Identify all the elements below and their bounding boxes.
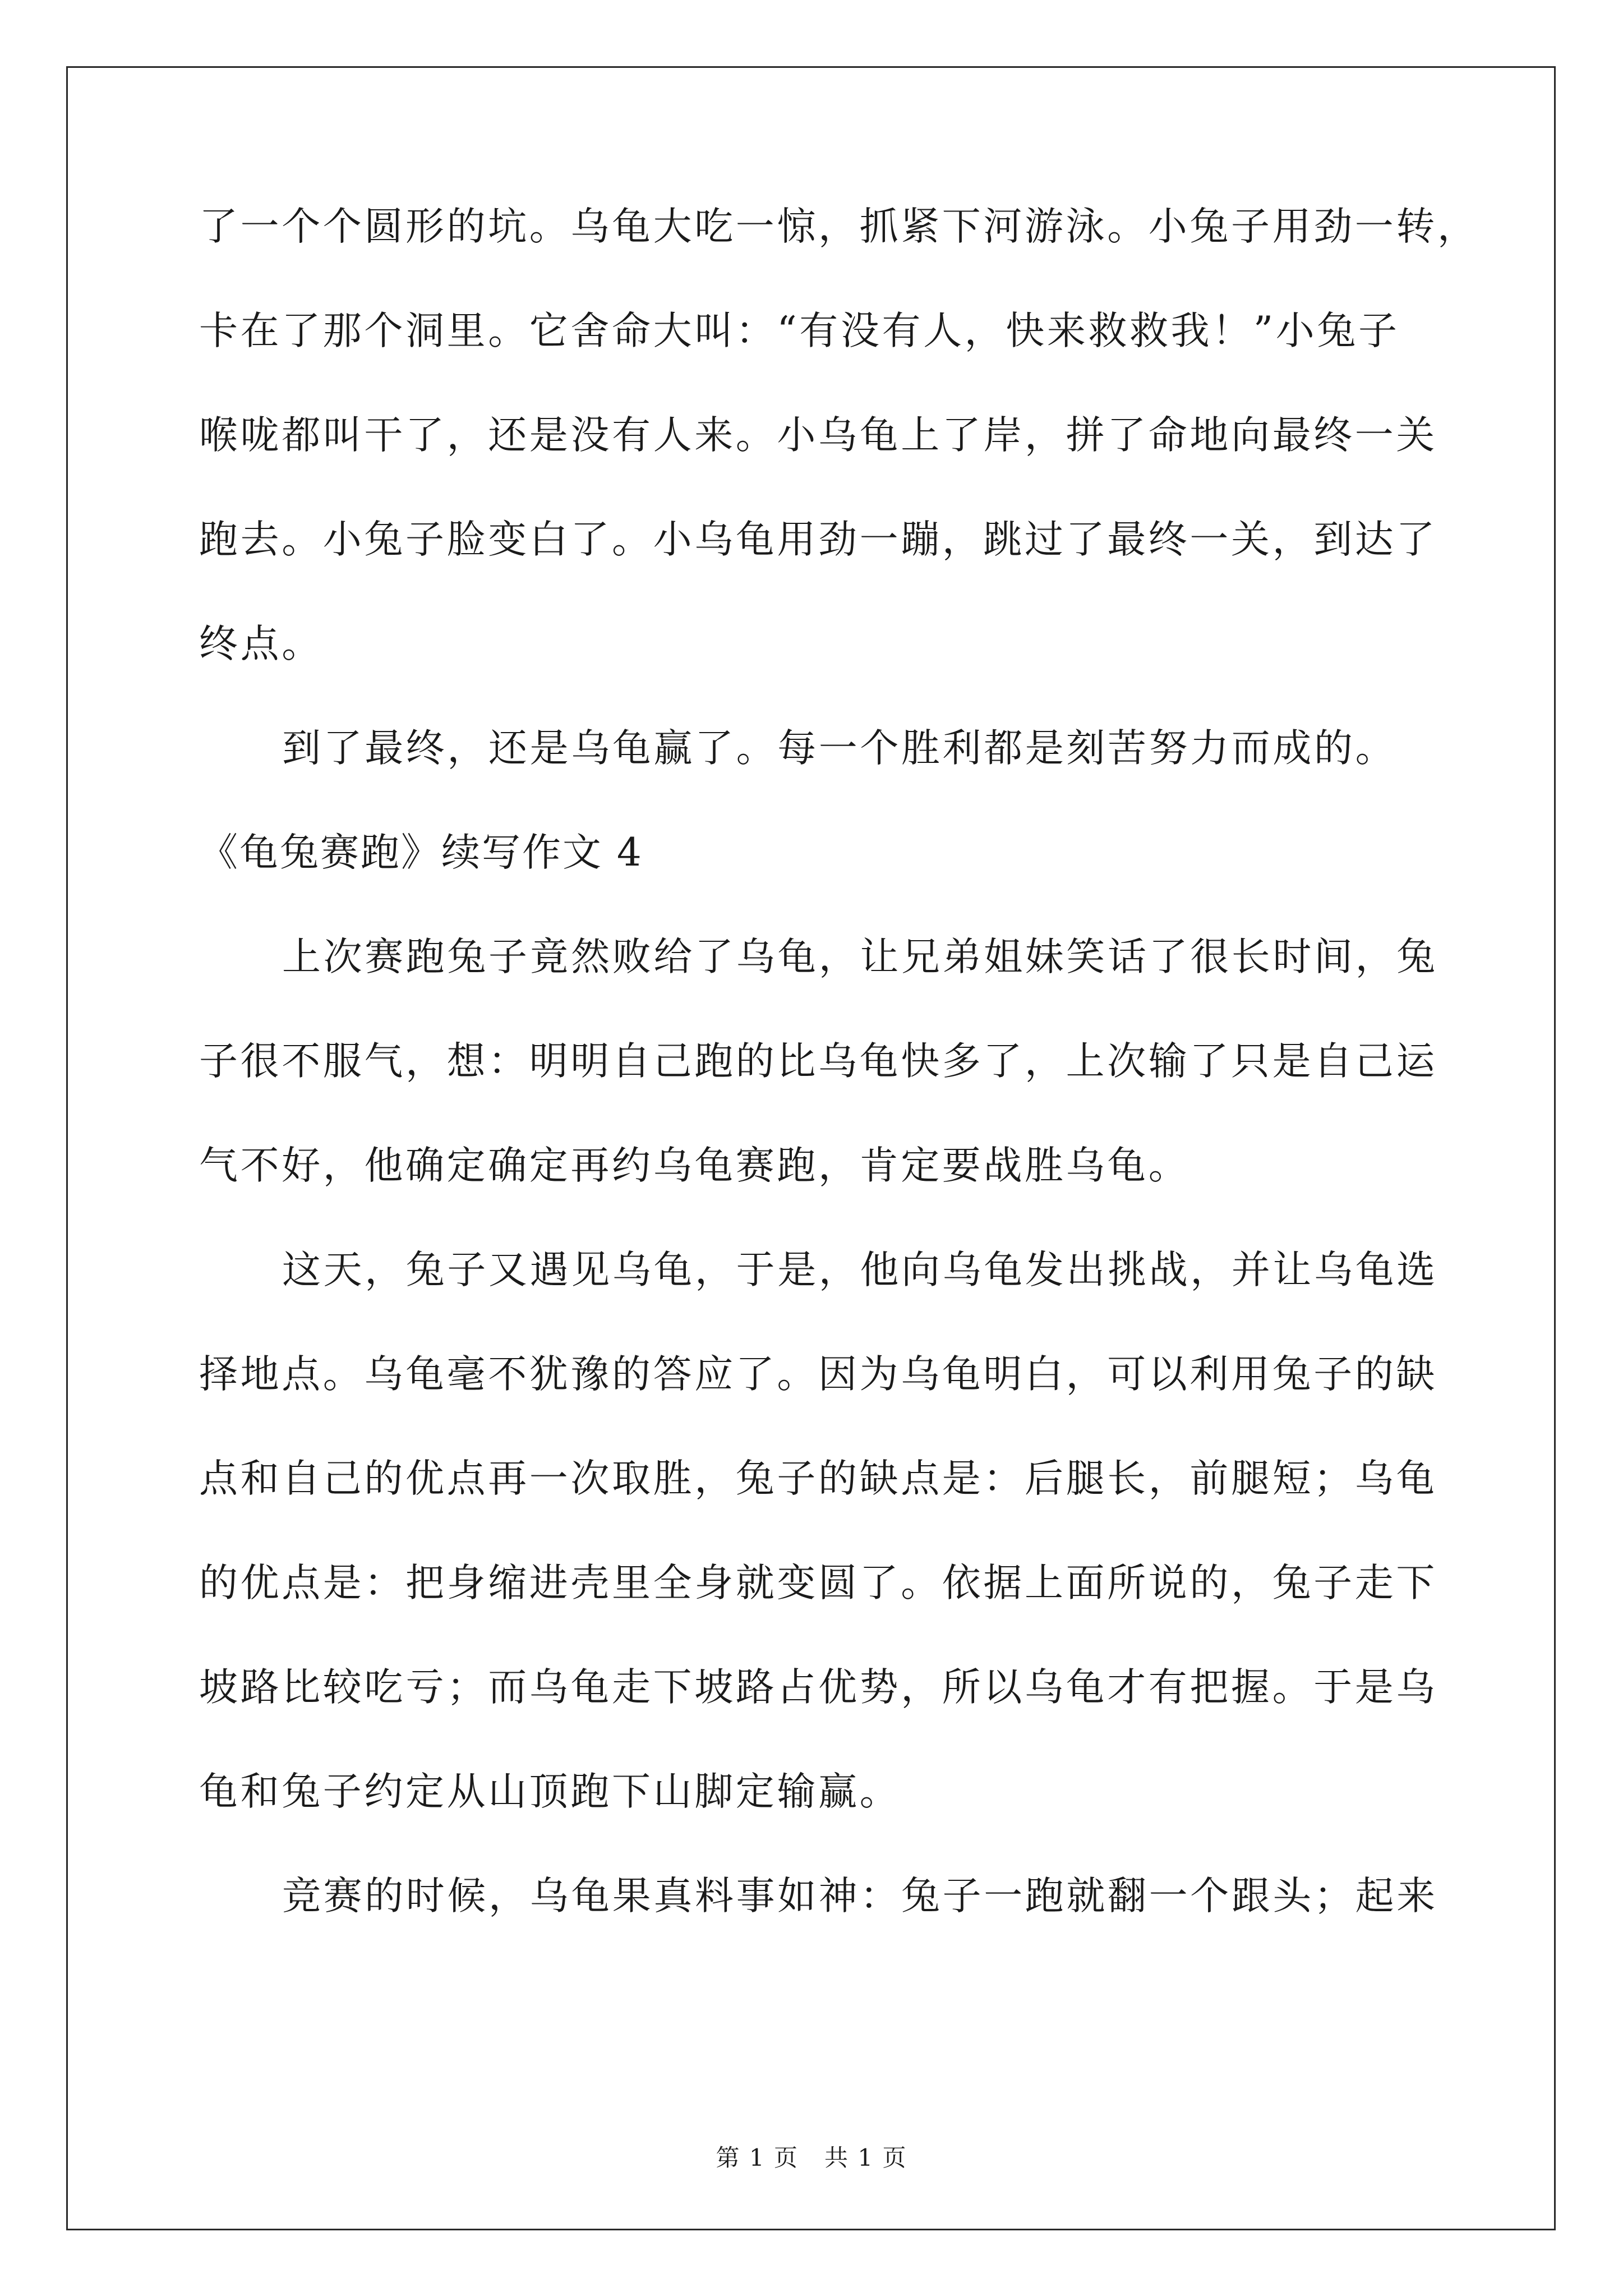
text-line-5: 终点。 [199, 622, 323, 666]
text-line-11: 这天，兔子又遇见乌龟，于是，他向乌龟发出挑战，并让乌龟选 [282, 1248, 1438, 1292]
page-footer: 第 1 页 共 1 页 [716, 2144, 907, 2171]
text-line-2: 卡在了那个洞里。它舍命大叫：“有没有人，快来救救我！”小兔子 [199, 309, 1400, 353]
text-line-3: 喉咙都叫干了，还是没有人来。小乌龟上了岸，拼了命地向最终一关 [199, 413, 1437, 458]
text-line-12: 择地点。乌龟毫不犹豫的答应了。因为乌龟明白，可以利用兔子的缺 [199, 1352, 1437, 1397]
text-line-17: 竞赛的时候，乌龟果真料事如神：兔子一跑就翻一个跟头；起来 [282, 1874, 1438, 1918]
text-line-13: 点和自己的优点再一次取胜，兔子的缺点是：后腿长，前腿短；乌龟 [199, 1456, 1437, 1501]
text-line-15: 坡路比较吃亏；而乌龟走下坡路占优势，所以乌龟才有把握。于是乌 [199, 1665, 1437, 1710]
document-body [199, 204, 1479, 1981]
section-heading: 《龟兔赛跑》续写作文 4 [199, 830, 643, 875]
text-line-9: 子很不服气，想：明明自己跑的比乌龟快多了，上次输了只是自己运 [199, 1039, 1437, 1084]
text-line-1: 了一个个圆形的坑。乌龟大吃一惊，抓紧下河游泳。小兔子用劲一转， [199, 204, 1479, 249]
text-line-16: 龟和兔子约定从山顶跑下山脚定输赢。 [199, 1769, 901, 1814]
text-line-6: 到了最终，还是乌龟赢了。每一个胜利都是刻苦努力而成的。 [282, 726, 1397, 771]
text-line-10: 气不好，他确定确定再约乌龟赛跑，肯定要战胜乌龟。 [199, 1143, 1190, 1188]
text-line-8: 上次赛跑兔子竟然败给了乌龟，让兄弟姐妹笑话了很长时间，兔 [282, 935, 1438, 979]
text-line-4: 跑去。小兔子脸变白了。小乌龟用劲一蹦，跳过了最终一关，到达了 [199, 517, 1437, 562]
text-line-14: 的优点是：把身缩进壳里全身就变圆了。依据上面所说的，兔子走下 [199, 1561, 1437, 1605]
